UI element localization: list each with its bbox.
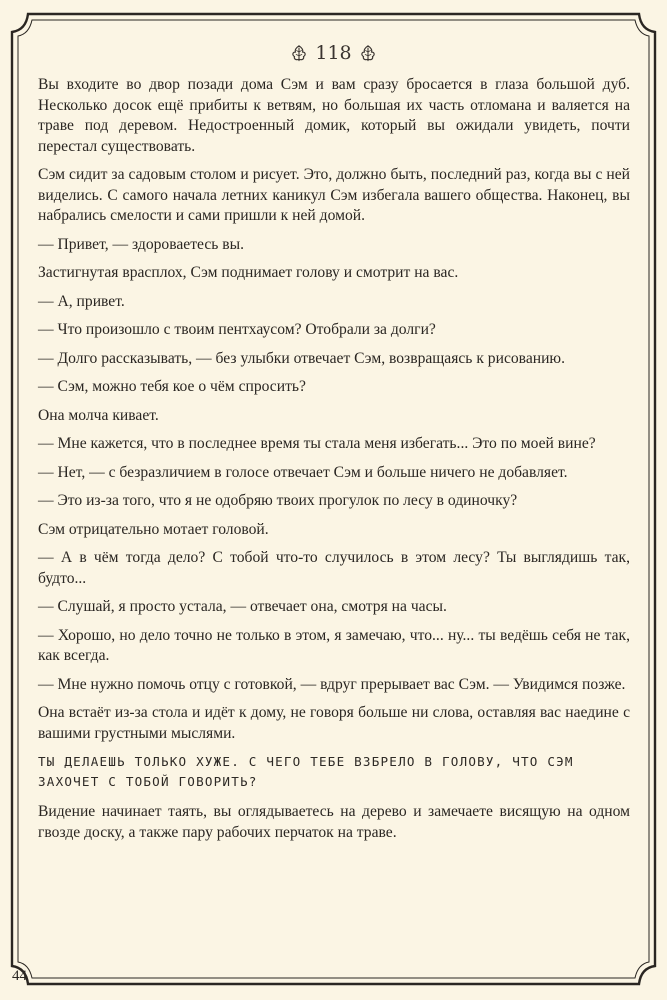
dialogue-line: — А в чём тогда дело? С тобой что-то случилось в этом лесу? Ты выглядишь так, будто... [38,549,630,587]
paragraph: Она встаёт из-за стола и идёт к дому, не говоря больше ни слова, оставляя вас наедине с вашими грустными мыслями. [38,704,630,742]
dialogue-line: — Мне нужно помочь отцу с готовкой, — вдруг прерывает вас Сэм. — Увидимся позже. [38,675,626,693]
dialogue-line: — Слушай, я просто устала, — отвечает она, смотря на часы. [38,598,447,615]
paragraph: Она молча кивает. [38,406,159,424]
dialogue-line: — Нет, — с безразличием в голосе отвечает Сэм и больше ничего не добавляет. [38,463,568,481]
handwritten-note: ТЫ ДЕЛАЕШЬ ТОЛЬКО ХУЖЕ. С ЧЕГО ТЕБЕ ВЗБРЕЛО В ГОЛОВУ, ЧТО СЭМ ЗАХОЧЕТ С ТОБОЙ ГОВОРИТЬ? [38,754,574,789]
oak-leaf-icon [290,44,308,62]
dialogue-line: — Долго рассказывать, — без улыбки отвечает Сэм, возвращаясь к рисованию. [38,349,565,367]
dialogue-line: — Хорошо, но дело точно не только в этом, я замечаю, что... ну... ты ведёшь себя не так, как всегда. [38,626,630,664]
paragraph: Вы входите во двор позади дома Сэм и вам сразу бросается в глаза большой дуб. Несколько досок ещё прибиты к ветвям, но большая их часть отломана и валяется на траве под деревом. Недостроенный домик, который вы ожидали увидеть, почти перестал существовать. [38,76,630,155]
story-text [38,75,630,851]
page-number: 44 [12,968,27,984]
closing-paragraph: Видение начинает таять, вы оглядываетесь на дерево и замечаете висящую на одном гвозде доску, а также пару рабочих перчаток на траве. [38,803,630,841]
dialogue-line: — Привет, — здороваетесь вы. [38,235,245,253]
dialogue-line: — Это из-за того, что я не одобряю твоих прогулок по лесу в одиночку? [38,492,518,509]
dialogue-line: — Мне кажется, что в последнее время ты стала меня избегать... Это по моей вине? [38,435,596,452]
paragraph: Сэм отрицательно мотает головой. [38,520,269,538]
dialogue-line: — А, привет. [38,292,125,310]
paragraph: Застигнутая врасплох, Сэм поднимает голову и смотрит на вас. [38,264,459,281]
paragraph: Сэм сидит за садовым столом и рисует. Это, должно быть, последний раз, когда вы с ней виделись. С самого начала летних каникул Сэм избегала вашего общества. Наконец, вы набрались смелости и сами пришли к ней домой. [38,166,630,224]
oak-leaf-icon [359,44,377,62]
section-number: 118 [315,42,352,64]
section-header [0,42,667,64]
dialogue-line: — Сэм, можно тебя кое о чём спросить? [38,378,306,395]
dialogue-line: — Что произошло с твоим пентхаусом? Отобрали за долги? [38,321,436,338]
